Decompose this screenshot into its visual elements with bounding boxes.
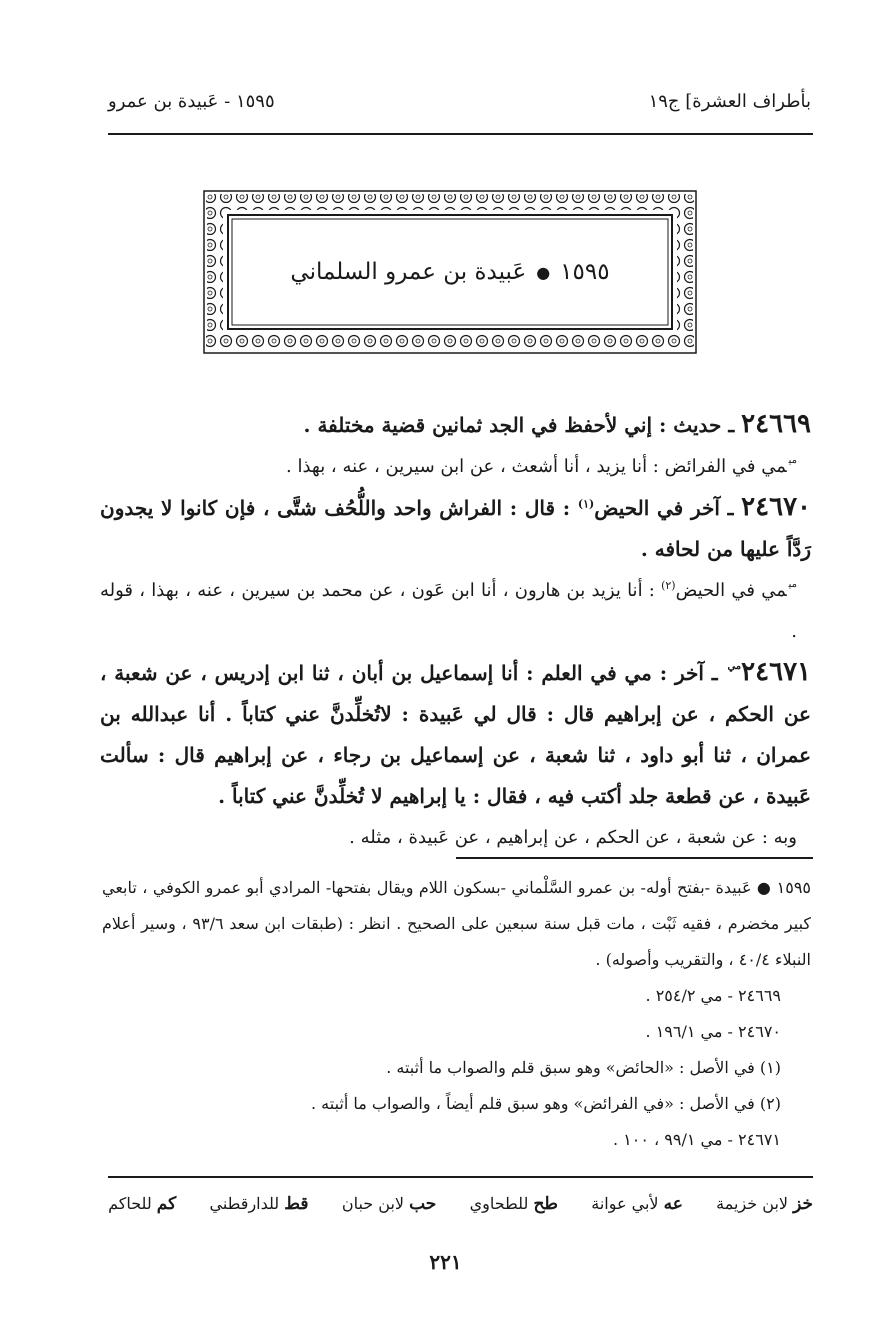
footnotes [102, 870, 811, 1158]
source-mark: مي [788, 579, 797, 590]
source-text: وبه : عن شعبة ، عن الحكم ، عن إبراهيم ، عن عَبيدة ، مثله . [349, 827, 797, 848]
entry-text: ـ آخر : مي في العلم : أنا إسماعيل بن أبان ، ثنا ابن إدريس ، عن شعبة ، عن الحكم ، عن إبراهيم قال : قال لي عَبيدة : لاتُخلِّدنَّ عني كتاباً . أنا عبدالله بن عمران ، ثنا أبو داود ، ثنا شعبة ، عن إسماعيل بن رجاء ، عن إبراهيم قال : سألت عَبيدة ، عن قطعة جلد أكتب فيه ، فقال : يا إبراهيم لا تُخلِّدنَّ عني كتاباً . [100, 661, 811, 808]
footnote-item: ٢٤٦٧٠ - مي ١٩٦/١ . [645, 1022, 781, 1041]
entry-text: ـ آخر في الحيض [594, 496, 742, 520]
entry-text: ـ حديث : إني لأحفظ في الجد ثمانين قضية مختلفة . [303, 413, 742, 437]
section-name: عَبيدة بن عمرو السلماني [290, 259, 527, 285]
source-text-continued: : أنا يزيد بن هارون ، أنا ابن عَون ، عن محمد بن سيرين ، عنه ، بهذا ، قوله . [100, 580, 797, 642]
title-frame [202, 189, 698, 355]
footnote-ref: (١) [577, 497, 595, 511]
sigla-item: قط للدارقطني [209, 1194, 309, 1214]
sigla-item: عه لأبي عوانة [591, 1194, 683, 1214]
entry-number: ٢٤٦٧٠ [741, 492, 811, 522]
footnote-item: (١) في الأصل : «الحائض» وهو سبق قلم والصواب ما أثبته . [386, 1058, 781, 1077]
hadith-entries [100, 404, 811, 858]
source-text: مي في الفرائض : أنا يزيد ، أنا أشعث ، عن ابن سيرين ، عنه ، بهذا . [286, 456, 787, 477]
bottom-rule [108, 1176, 813, 1178]
footnote-item: ٢٤٦٧١ - مي ٩٩/١ ، ١٠٠ . [612, 1130, 781, 1149]
footnote-rule [456, 857, 813, 859]
header-section-title: ١٥٩٥ - عَبيدة بن عمرو [108, 90, 275, 112]
footnote-item: (٢) في الأصل : «في الفرائض» وهو سبق قلم أيضاً ، والصواب ما أثبته . [310, 1094, 781, 1113]
entry-text-continued: : قال : الفراش واحد واللُّحُف شتَّى ، فإن كانوا لا يجدون رَدَّاً عليها من لحافه . [100, 496, 811, 561]
entry-source [100, 570, 811, 652]
footnote-bio: ١٥٩٥ ● عَبيدة -بفتح أوله- بن عمرو السَّلْماني -بسكون اللام ويقال بفتحها- المرادي أبو عمرو الكوفي ، تابعي كبير مخضرم ، فقيه ثَبْت ، مات قبل سنة سبعين على الصحيح . انظر : (طبقات ابن سعد ٩٣/٦ ، وسير أعلام النبلاء ٤٠/٤ ، والتقريب وأصوله) . [102, 878, 812, 969]
source-text: مي في الحيض [675, 580, 787, 601]
entry-number: ٢٤٦٦٩ [741, 409, 811, 439]
footnote-item: ٢٤٦٦٩ - مي ٢٥٤/٢ . [645, 986, 781, 1005]
footnote-ref: (٢) [661, 579, 676, 592]
sigla-item: خز لابن خزيمة [716, 1194, 813, 1214]
source-mark: مي [727, 661, 742, 672]
entry-number: ٢٤٦٧١ [741, 657, 811, 687]
hadith-entry [100, 652, 811, 817]
section-title [232, 218, 668, 326]
source-mark: مي [788, 455, 797, 466]
running-header [108, 84, 811, 118]
sigla-item: كم للحاكم [108, 1194, 177, 1214]
bullet-icon: ● [536, 262, 551, 282]
header-volume-title: بأطراف العشرة] ج١٩ [648, 90, 811, 112]
sigla-legend [108, 1186, 813, 1222]
hadith-entry [100, 487, 811, 570]
page-number: ٢٢١ [429, 1250, 462, 1274]
sigla-item: حب لابن حبان [341, 1194, 437, 1214]
entry-source [100, 446, 811, 487]
hadith-entry [100, 404, 811, 446]
header-rule [108, 133, 813, 135]
section-number: ١٥٩٥ [560, 259, 610, 285]
sigla-item: طح للطحاوي [469, 1194, 558, 1214]
entry-source [100, 817, 811, 858]
